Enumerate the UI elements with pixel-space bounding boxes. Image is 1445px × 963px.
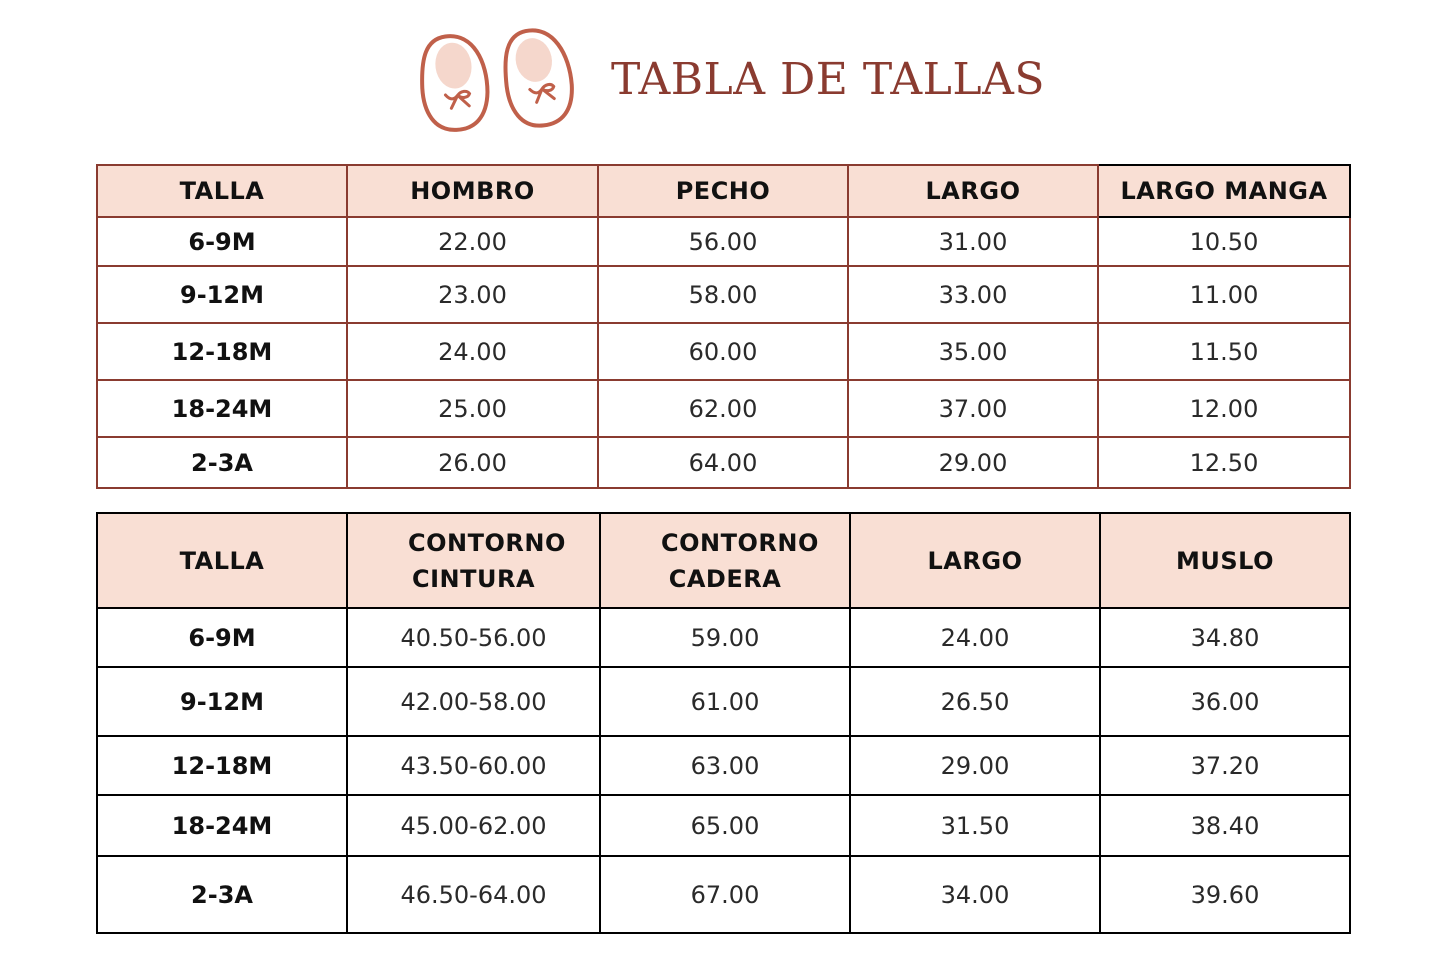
value-cell: 31.00 <box>848 217 1098 266</box>
value-cell: 35.00 <box>848 323 1098 380</box>
value-cell: 63.00 <box>600 736 850 795</box>
value-cell: 56.00 <box>598 217 848 266</box>
value-cell: 39.60 <box>1100 856 1350 933</box>
table-header-row <box>97 513 1350 608</box>
value-cell: 31.50 <box>850 795 1100 856</box>
value-cell: 23.00 <box>347 266 598 323</box>
value-cell: 36.00 <box>1100 667 1350 736</box>
value-cell: 38.40 <box>1100 795 1350 856</box>
value-cell: 34.00 <box>850 856 1100 933</box>
value-cell: 58.00 <box>598 266 848 323</box>
value-cell: 64.00 <box>598 437 848 488</box>
size-cell: 12-18M <box>97 323 347 380</box>
size-cell: 2-3A <box>97 856 347 933</box>
value-cell: 37.00 <box>848 380 1098 437</box>
value-cell: 22.00 <box>347 217 598 266</box>
size-cell: 12-18M <box>97 736 347 795</box>
size-cell: 2-3A <box>97 437 347 488</box>
column-header-contorno-cintura: CONTORNO CINTURA <box>347 513 600 608</box>
value-cell: 24.00 <box>347 323 598 380</box>
value-cell: 26.00 <box>347 437 598 488</box>
size-cell: 6-9M <box>97 608 347 667</box>
bottom-size-table <box>96 512 1351 934</box>
value-cell: 11.00 <box>1098 266 1350 323</box>
size-cell: 6-9M <box>97 217 347 266</box>
value-cell: 29.00 <box>848 437 1098 488</box>
value-cell: 42.00-58.00 <box>347 667 600 736</box>
value-cell: 12.50 <box>1098 437 1350 488</box>
table-row <box>97 667 1350 736</box>
table-row <box>97 736 1350 795</box>
column-header-hombro: HOMBRO <box>347 165 598 217</box>
column-header-largo: LARGO <box>848 165 1098 217</box>
table-row <box>97 380 1350 437</box>
column-header-talla: TALLA <box>97 513 347 608</box>
value-cell: 10.50 <box>1098 217 1350 266</box>
value-cell: 67.00 <box>600 856 850 933</box>
column-header-pecho: PECHO <box>598 165 848 217</box>
column-header-muslo: MUSLO <box>1100 513 1350 608</box>
size-cell: 18-24M <box>97 380 347 437</box>
value-cell: 33.00 <box>848 266 1098 323</box>
table-row <box>97 437 1350 488</box>
value-cell: 61.00 <box>600 667 850 736</box>
value-cell: 29.00 <box>850 736 1100 795</box>
top-size-table <box>96 164 1351 489</box>
value-cell: 60.00 <box>598 323 848 380</box>
table-row <box>97 266 1350 323</box>
column-header-talla: TALLA <box>97 165 347 217</box>
table-row <box>97 323 1350 380</box>
value-cell: 12.00 <box>1098 380 1350 437</box>
size-cell: 18-24M <box>97 795 347 856</box>
value-cell: 65.00 <box>600 795 850 856</box>
value-cell: 59.00 <box>600 608 850 667</box>
column-header-largo: LARGO <box>850 513 1100 608</box>
page-header <box>0 0 1445 150</box>
value-cell: 40.50-56.00 <box>347 608 600 667</box>
value-cell: 26.50 <box>850 667 1100 736</box>
value-cell: 25.00 <box>347 380 598 437</box>
page-title: TABLA DE TALLAS <box>611 54 1045 105</box>
value-cell: 34.80 <box>1100 608 1350 667</box>
table-row <box>97 795 1350 856</box>
value-cell: 11.50 <box>1098 323 1350 380</box>
value-cell: 24.00 <box>850 608 1100 667</box>
column-header-contorno-cadera: CONTORNO CADERA <box>600 513 850 608</box>
value-cell: 62.00 <box>598 380 848 437</box>
baby-shoes-icon <box>410 22 580 140</box>
column-header-largo-manga: LARGO MANGA <box>1098 165 1350 217</box>
table-row <box>97 608 1350 667</box>
size-cell: 9-12M <box>97 667 347 736</box>
value-cell: 45.00-62.00 <box>347 795 600 856</box>
table-row <box>97 217 1350 266</box>
table-header-row <box>97 165 1350 217</box>
value-cell: 37.20 <box>1100 736 1350 795</box>
value-cell: 46.50-64.00 <box>347 856 600 933</box>
table-row <box>97 856 1350 933</box>
value-cell: 43.50-60.00 <box>347 736 600 795</box>
size-cell: 9-12M <box>97 266 347 323</box>
